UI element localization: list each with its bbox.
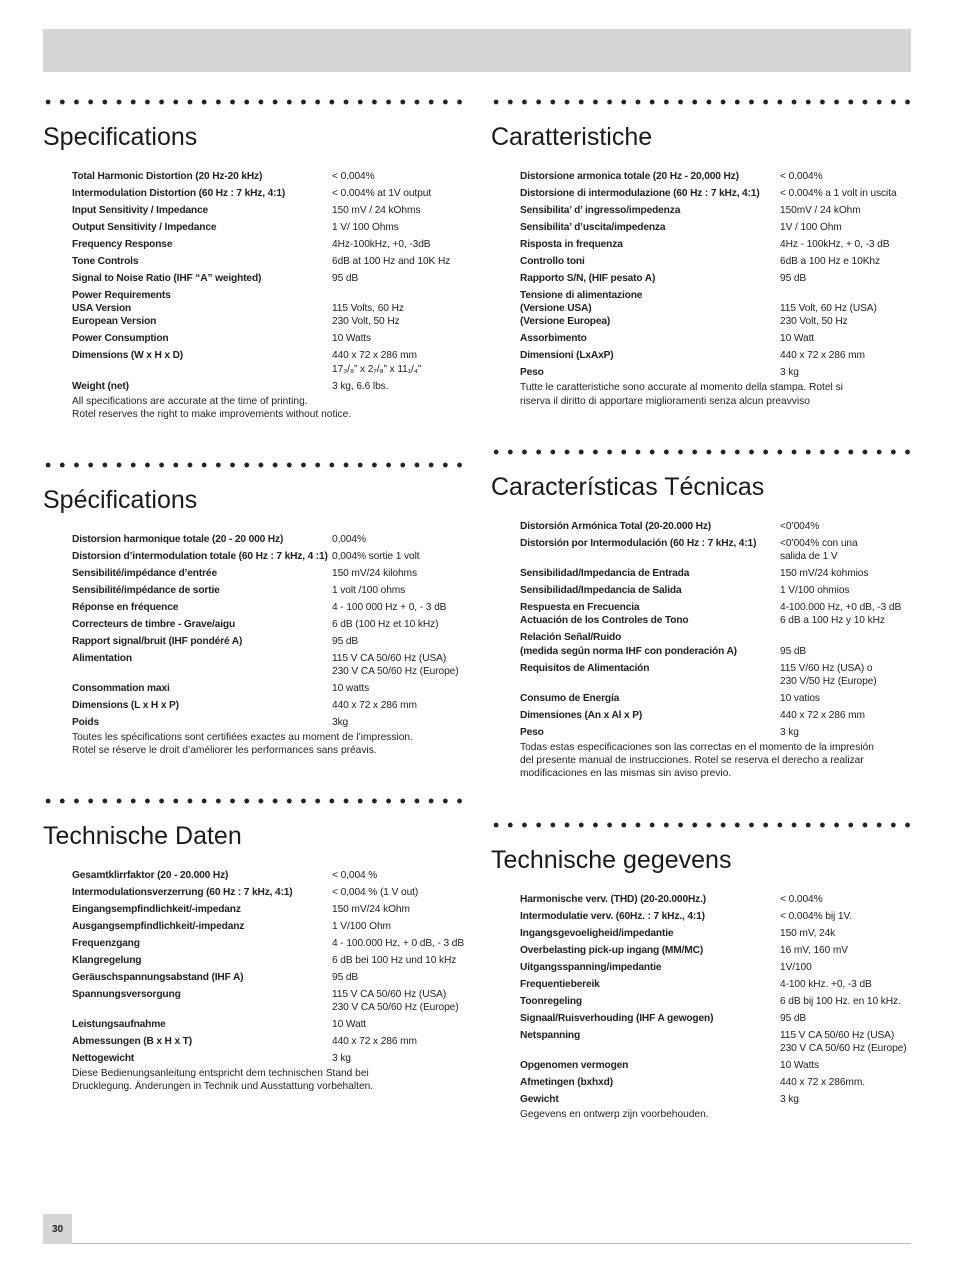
section-title: Technische gegevens <box>491 846 732 874</box>
spec-value: <0’004% con una salida de 1 V <box>780 538 858 563</box>
spec-row <box>72 332 468 345</box>
spec-table <box>520 893 916 1106</box>
spec-row <box>72 1052 468 1065</box>
spec-value: 440 x 72 x 286mm. <box>780 1077 865 1089</box>
spec-label: Correcteurs de timbre - Grave/aigu <box>72 619 236 630</box>
spec-table <box>72 869 468 1065</box>
spec-row <box>72 238 468 251</box>
spec-value: 1V / 100 Ohm <box>780 222 842 233</box>
spec-row <box>520 910 916 923</box>
spec-value: 4-100.000 Hz, +0 dB, -3 dB 6 dB a 100 Hz y 10 kHz <box>780 602 902 627</box>
spec-table <box>72 533 468 729</box>
spec-value: 150 mV, 24k <box>780 928 836 939</box>
section-technische-daten-de <box>43 797 463 1094</box>
spec-value: 95 dB <box>332 636 359 647</box>
spec-row <box>520 187 916 200</box>
spec-label: Frequency Response <box>72 239 173 250</box>
spec-row <box>520 584 916 597</box>
spec-label: Afmetingen (bxhxd) <box>520 1077 613 1089</box>
spec-row <box>520 255 916 268</box>
spec-value: 115 V CA 50/60 Hz (USA) 230 V CA 50/60 Hz (Europe) <box>780 1030 907 1055</box>
spec-value: < 0,004 % <box>332 870 378 881</box>
spec-table <box>520 170 916 380</box>
spec-label: Geräuschspannungsabstand (IHF A) <box>72 972 244 983</box>
spec-row <box>520 537 916 563</box>
spec-note: All specifications are accurate at the time of printing. Rotel reserves the right to make improvements without notice. <box>72 395 352 420</box>
spec-label: Frequentiebereik <box>520 979 600 990</box>
spec-label: Power Requirements USA Version European Version <box>72 290 171 328</box>
page-number: 30 <box>43 1214 72 1244</box>
spec-value: 150 mV / 24 kOhms <box>332 205 421 216</box>
spec-value: 6 dB bij 100 Hz. en 10 kHz. <box>780 996 901 1007</box>
spec-label: Dimensioni (LxAxP) <box>520 350 614 362</box>
spec-note: Tutte le caratteristiche sono accurate al momento della stampa. Rotel si riserva il diritto di apportare miglioramenti senza alcun preavviso <box>520 382 843 407</box>
spec-label: Sensibilidad/Impedancia de Salida <box>520 585 682 597</box>
spec-label: Dimensions (W x H x D) <box>72 350 184 362</box>
dotted-divider <box>43 98 463 106</box>
spec-label: Distorsion harmonique totale (20 - 20 000 Hz) <box>72 534 284 545</box>
spec-row <box>72 869 468 882</box>
spec-label: Distorsion d’intermodulation totale (60 Hz : 7 kHz, 4 :1) <box>72 551 328 562</box>
section-technische-gegevens-nl <box>491 821 911 1121</box>
spec-value: 150mV / 24 kOhm <box>780 205 861 216</box>
spec-table <box>520 520 916 739</box>
spec-row <box>72 954 468 967</box>
spec-value: 440 x 72 x 286 mm 17₃/₈” x 2₇/₈” x 11₁/₄” <box>332 350 422 375</box>
spec-value: 1 V/100 ohmios <box>780 585 850 597</box>
spec-row <box>520 995 916 1008</box>
spec-label: Sensibilita’ d’uscita/impedenza <box>520 222 666 233</box>
spec-row <box>72 920 468 933</box>
spec-label: Abmessungen (B x H x T) <box>72 1036 192 1048</box>
spec-row <box>72 1018 468 1031</box>
spec-value: 6 dB bei 100 Hz und 10 kHz <box>332 955 457 966</box>
spec-label: Sensibilité/impédance d’entrée <box>72 568 217 579</box>
spec-row <box>72 635 468 648</box>
spec-label: Toonregeling <box>520 996 582 1007</box>
spec-value: 4Hz - 100kHz, + 0, -3 dB <box>780 239 890 250</box>
spec-row <box>72 682 468 695</box>
spec-row <box>72 567 468 580</box>
spec-value: < 0.004% bij 1V. <box>780 911 852 922</box>
spec-label: Tensione di alimentazione (Versione USA) (Versione Europea) <box>520 290 643 328</box>
spec-row <box>520 349 916 362</box>
spec-value: 1 V/ 100 Ohms <box>332 222 399 233</box>
spec-value: 4 - 100 000 Hz + 0, - 3 dB <box>332 602 447 613</box>
spec-value: < 0.004% <box>780 894 823 905</box>
spec-label: Uitgangsspanning/impedantie <box>520 962 662 973</box>
section-title: Specifications <box>43 123 198 151</box>
spec-row <box>520 692 916 705</box>
spec-label: Consommation maxi <box>72 683 170 695</box>
dotted-divider <box>43 461 463 469</box>
spec-row <box>72 533 468 546</box>
spec-label: Tone Controls <box>72 256 139 267</box>
spec-value: < 0.004% a 1 volt in uscita <box>780 188 897 199</box>
spec-value: 150 mV/24 kohmios <box>780 568 869 580</box>
spec-value: 1 V/100 Ohm <box>332 921 391 932</box>
dotted-divider <box>491 448 911 456</box>
spec-value: 10 Watts <box>332 333 372 345</box>
spec-row <box>72 584 468 597</box>
spec-value: 115 Volts, 60 Hz 230 Volt, 50 Hz <box>332 303 404 328</box>
spec-value: < 0.004% <box>332 171 375 182</box>
spec-row <box>520 1029 916 1055</box>
spec-label: Ingangsgevoeligheid/impedantie <box>520 928 674 939</box>
spec-value: < 0,004 % (1 V out) <box>332 887 419 898</box>
spec-row <box>72 903 468 916</box>
spec-label: Frequenzgang <box>72 938 140 949</box>
spec-label: Réponse en fréquence <box>72 602 179 613</box>
spec-row <box>72 618 468 631</box>
spec-row <box>72 1035 468 1048</box>
spec-label: Distorsión por Intermodulación (60 Hz : 7 kHz, 4:1) <box>520 538 757 549</box>
spec-value: 440 x 72 x 286 mm <box>780 709 865 721</box>
spec-row <box>520 272 916 285</box>
section-caratteristiche-it <box>491 98 911 408</box>
spec-value: 3 kg <box>780 1094 799 1106</box>
dotted-divider <box>491 821 911 829</box>
spec-note: Toutes les spécifications sont certifiées exactes au moment de l’impression. Rotel se réserve le droit d’améliorer les performances sans préavis. <box>72 732 413 757</box>
spec-value: 150 mV/24 kOhm <box>332 904 410 915</box>
spec-row <box>520 961 916 974</box>
spec-row <box>72 255 468 268</box>
spec-label: Overbelasting pick-up ingang (MM/MC) <box>520 945 704 956</box>
spec-label: Spannungsversorgung <box>72 989 181 1000</box>
spec-row <box>72 289 468 329</box>
spec-value: 4 - 100.000 Hz, + 0 dB, - 3 dB <box>332 938 465 949</box>
spec-value: <0’004% <box>780 521 820 532</box>
spec-row <box>520 893 916 906</box>
section-specifications-en <box>43 98 463 421</box>
spec-row <box>520 238 916 251</box>
spec-row <box>520 662 916 688</box>
spec-value: < 0.004% at 1V output <box>332 188 432 199</box>
spec-row <box>520 601 916 627</box>
spec-label: Total Harmonic Distortion (20 Hz-20 kHz) <box>72 171 263 182</box>
spec-row <box>72 971 468 984</box>
spec-note: Todas estas especificaciones son las correctas en el momento de la impresión del presente manual de instrucciones. Rotel se reserva el derecho a realizar modificaciones en las mismas sin aviso previo. <box>520 741 874 780</box>
spec-label: Input Sensitivity / Impedance <box>72 205 209 216</box>
spec-row <box>72 187 468 200</box>
spec-label: Peso <box>520 726 544 738</box>
spec-row <box>520 366 916 379</box>
section-title: Características Técnicas <box>491 473 765 501</box>
spec-label: Signaal/Ruisverhouding (IHF A gewogen) <box>520 1013 714 1024</box>
spec-row <box>72 272 468 285</box>
spec-value: 10 watts <box>332 683 370 695</box>
spec-value: 440 x 72 x 286 mm <box>332 1036 417 1048</box>
spec-value: 3kg <box>332 717 349 729</box>
spec-label: Sensibilidad/Impedancia de Entrada <box>520 568 690 580</box>
spec-value: 95 dB <box>332 273 359 284</box>
section-title: Spécifications <box>43 486 198 514</box>
spec-value: 10 Watts <box>780 1060 820 1072</box>
spec-row <box>72 170 468 183</box>
spec-note: Diese Bedienungsanleitung entspricht dem technischen Stand bei Drucklegung. Änderungen in Technik und Ausstattung vorbehalten. <box>72 1068 374 1093</box>
spec-row <box>520 709 916 722</box>
spec-row <box>520 520 916 533</box>
spec-value: 6dB at 100 Hz and 10K Hz <box>332 256 451 267</box>
spec-label: Leistungsaufnahme <box>72 1019 166 1031</box>
spec-value: 1V/100 <box>780 962 812 973</box>
spec-value: 16 mV, 160 mV <box>780 945 848 956</box>
spec-value: 1 volt /100 ohms <box>332 585 406 596</box>
spec-row <box>72 550 468 563</box>
spec-value: 10 Watt <box>332 1019 367 1031</box>
spec-value: < 0.004% <box>780 171 823 182</box>
spec-row <box>72 380 468 393</box>
spec-label: Gesamtklirrfaktor (20 - 20.000 Hz) <box>72 870 229 881</box>
spec-label: Alimentation <box>72 653 132 664</box>
spec-label: Respuesta en Frecuencia Actuación de los Controles de Tono <box>520 602 689 627</box>
spec-value: 95 dB <box>780 645 807 657</box>
spec-value: 440 x 72 x 286 mm <box>780 350 865 362</box>
spec-value: 440 x 72 x 286 mm <box>332 700 417 712</box>
spec-row <box>520 332 916 345</box>
spec-label: Risposta in frequenza <box>520 239 623 250</box>
section-title: Technische Daten <box>43 822 242 850</box>
spec-row <box>520 1059 916 1072</box>
spec-label: Ausgangsempfindlichkeit/-impedanz <box>72 921 245 932</box>
spec-label: Consumo de Energía <box>520 692 620 704</box>
spec-label: Netspanning <box>520 1030 581 1041</box>
spec-row <box>72 204 468 217</box>
spec-label: Distorsione armonica totale (20 Hz - 20,000 Hz) <box>520 171 739 182</box>
dotted-divider <box>43 797 463 805</box>
spec-label: Klangregelung <box>72 955 142 966</box>
spec-row <box>520 567 916 580</box>
spec-label: Signal to Noise Ratio (IHF “A” weighted) <box>72 273 262 284</box>
spec-value: 3 kg <box>780 726 799 738</box>
spec-label: Power Consumption <box>72 333 169 345</box>
section-specifications-fr <box>43 461 463 758</box>
spec-value: 0,004% <box>332 534 366 545</box>
spec-row <box>520 170 916 183</box>
spec-row <box>520 1012 916 1025</box>
spec-row <box>72 349 468 375</box>
spec-label: Eingangsempfindlichkeit/-impedanz <box>72 904 241 915</box>
spec-label: Rapport signal/bruit (IHF pondéré A) <box>72 636 243 647</box>
spec-value: 115 V/60 Hz (USA) o 230 V/50 Hz (Europe) <box>780 662 877 687</box>
spec-label: Distorsión Armónica Total (20-20.000 Hz) <box>520 521 712 532</box>
spec-row <box>520 726 916 739</box>
spec-value: 4Hz-100kHz, +0, -3dB <box>332 239 431 250</box>
spec-value: 3 kg <box>332 1053 351 1065</box>
spec-row <box>72 886 468 899</box>
spec-label: Weight (net) <box>72 380 129 392</box>
spec-row <box>72 652 468 678</box>
spec-value: 3 kg <box>780 367 799 379</box>
spec-value: 95 dB <box>780 1013 807 1024</box>
spec-row <box>520 1076 916 1089</box>
spec-value: 6dB a 100 Hz e 10Khz <box>780 256 880 267</box>
spec-row <box>72 221 468 234</box>
spec-row <box>520 221 916 234</box>
spec-label: Requisitos de Alimentación <box>520 662 650 674</box>
spec-label: Dimensions (L x H x P) <box>72 700 179 712</box>
spec-row <box>520 1093 916 1106</box>
spec-label: Dimensiones (An x Al x P) <box>520 709 643 721</box>
spec-row <box>520 631 916 657</box>
spec-value: 115 V CA 50/60 Hz (USA) 230 V CA 50/60 Hz (Europe) <box>332 653 459 678</box>
spec-label: Controllo toni <box>520 256 585 267</box>
spec-value: 3 kg, 6.6 lbs. <box>332 380 389 392</box>
spec-label: Harmonische verv. (THD) (20-20.000Hz.) <box>520 894 707 905</box>
spec-label: Intermodulation Distortion (60 Hz : 7 kHz, 4:1) <box>72 188 286 199</box>
spec-label: Gewicht <box>520 1094 559 1106</box>
dotted-divider <box>491 98 911 106</box>
spec-label: Intermodulationsverzerrung (60 Hz : 7 kHz, 4:1) <box>72 887 293 898</box>
spec-label: Rapporto S/N, (HIF pesato A) <box>520 273 656 284</box>
spec-row <box>72 601 468 614</box>
spec-value: 150 mV/24 kilohms <box>332 568 417 579</box>
header-bar <box>43 29 911 72</box>
spec-label: Poids <box>72 717 99 729</box>
spec-label: Sensibilita’ d’ ingresso/impedenza <box>520 205 681 216</box>
spec-value: 10 Watt <box>780 333 815 345</box>
spec-label: Assorbimento <box>520 333 587 345</box>
spec-row <box>520 944 916 957</box>
spec-row <box>520 289 916 329</box>
spec-row <box>72 699 468 712</box>
spec-label: Peso <box>520 367 544 379</box>
spec-value: 10 vatios <box>780 692 820 704</box>
spec-label: Relación Señal/Ruido (medida según norma IHF con ponderación A) <box>520 632 737 657</box>
spec-row <box>520 927 916 940</box>
spec-label: Opgenomen vermogen <box>520 1060 629 1072</box>
spec-label: Sensibilité/impédance de sortie <box>72 585 220 596</box>
spec-value: 0,004% sortie 1 volt <box>332 551 420 562</box>
spec-label: Distorsione di intermodulazione (60 Hz : 7 kHz, 4:1) <box>520 188 760 199</box>
spec-table <box>72 170 468 393</box>
spec-value: 95 dB <box>332 972 359 983</box>
footer-rule <box>72 1243 911 1244</box>
section-caracteristicas-es <box>491 448 911 780</box>
spec-label: Nettogewicht <box>72 1053 135 1065</box>
section-title: Caratteristiche <box>491 123 653 151</box>
spec-row <box>72 937 468 950</box>
spec-value: 115 V CA 50/60 Hz (USA) 230 V CA 50/60 Hz (Europe) <box>332 989 459 1014</box>
spec-row <box>520 978 916 991</box>
spec-label: Output Sensitivity / Impedance <box>72 222 217 233</box>
spec-row <box>520 204 916 217</box>
spec-value: 6 dB (100 Hz et 10 kHz) <box>332 619 439 630</box>
spec-value: 95 dB <box>780 273 807 284</box>
spec-value: 4-100 kHz. +0, -3 dB <box>780 979 872 990</box>
spec-row <box>72 716 468 729</box>
spec-row <box>72 988 468 1014</box>
spec-value: 115 Volt, 60 Hz (USA) 230 Volt, 50 Hz <box>780 303 877 328</box>
spec-note: Gegevens en ontwerp zijn voorbehouden. <box>520 1109 709 1121</box>
spec-label: Intermodulatie verv. (60Hz. : 7 kHz., 4:1) <box>520 911 705 922</box>
